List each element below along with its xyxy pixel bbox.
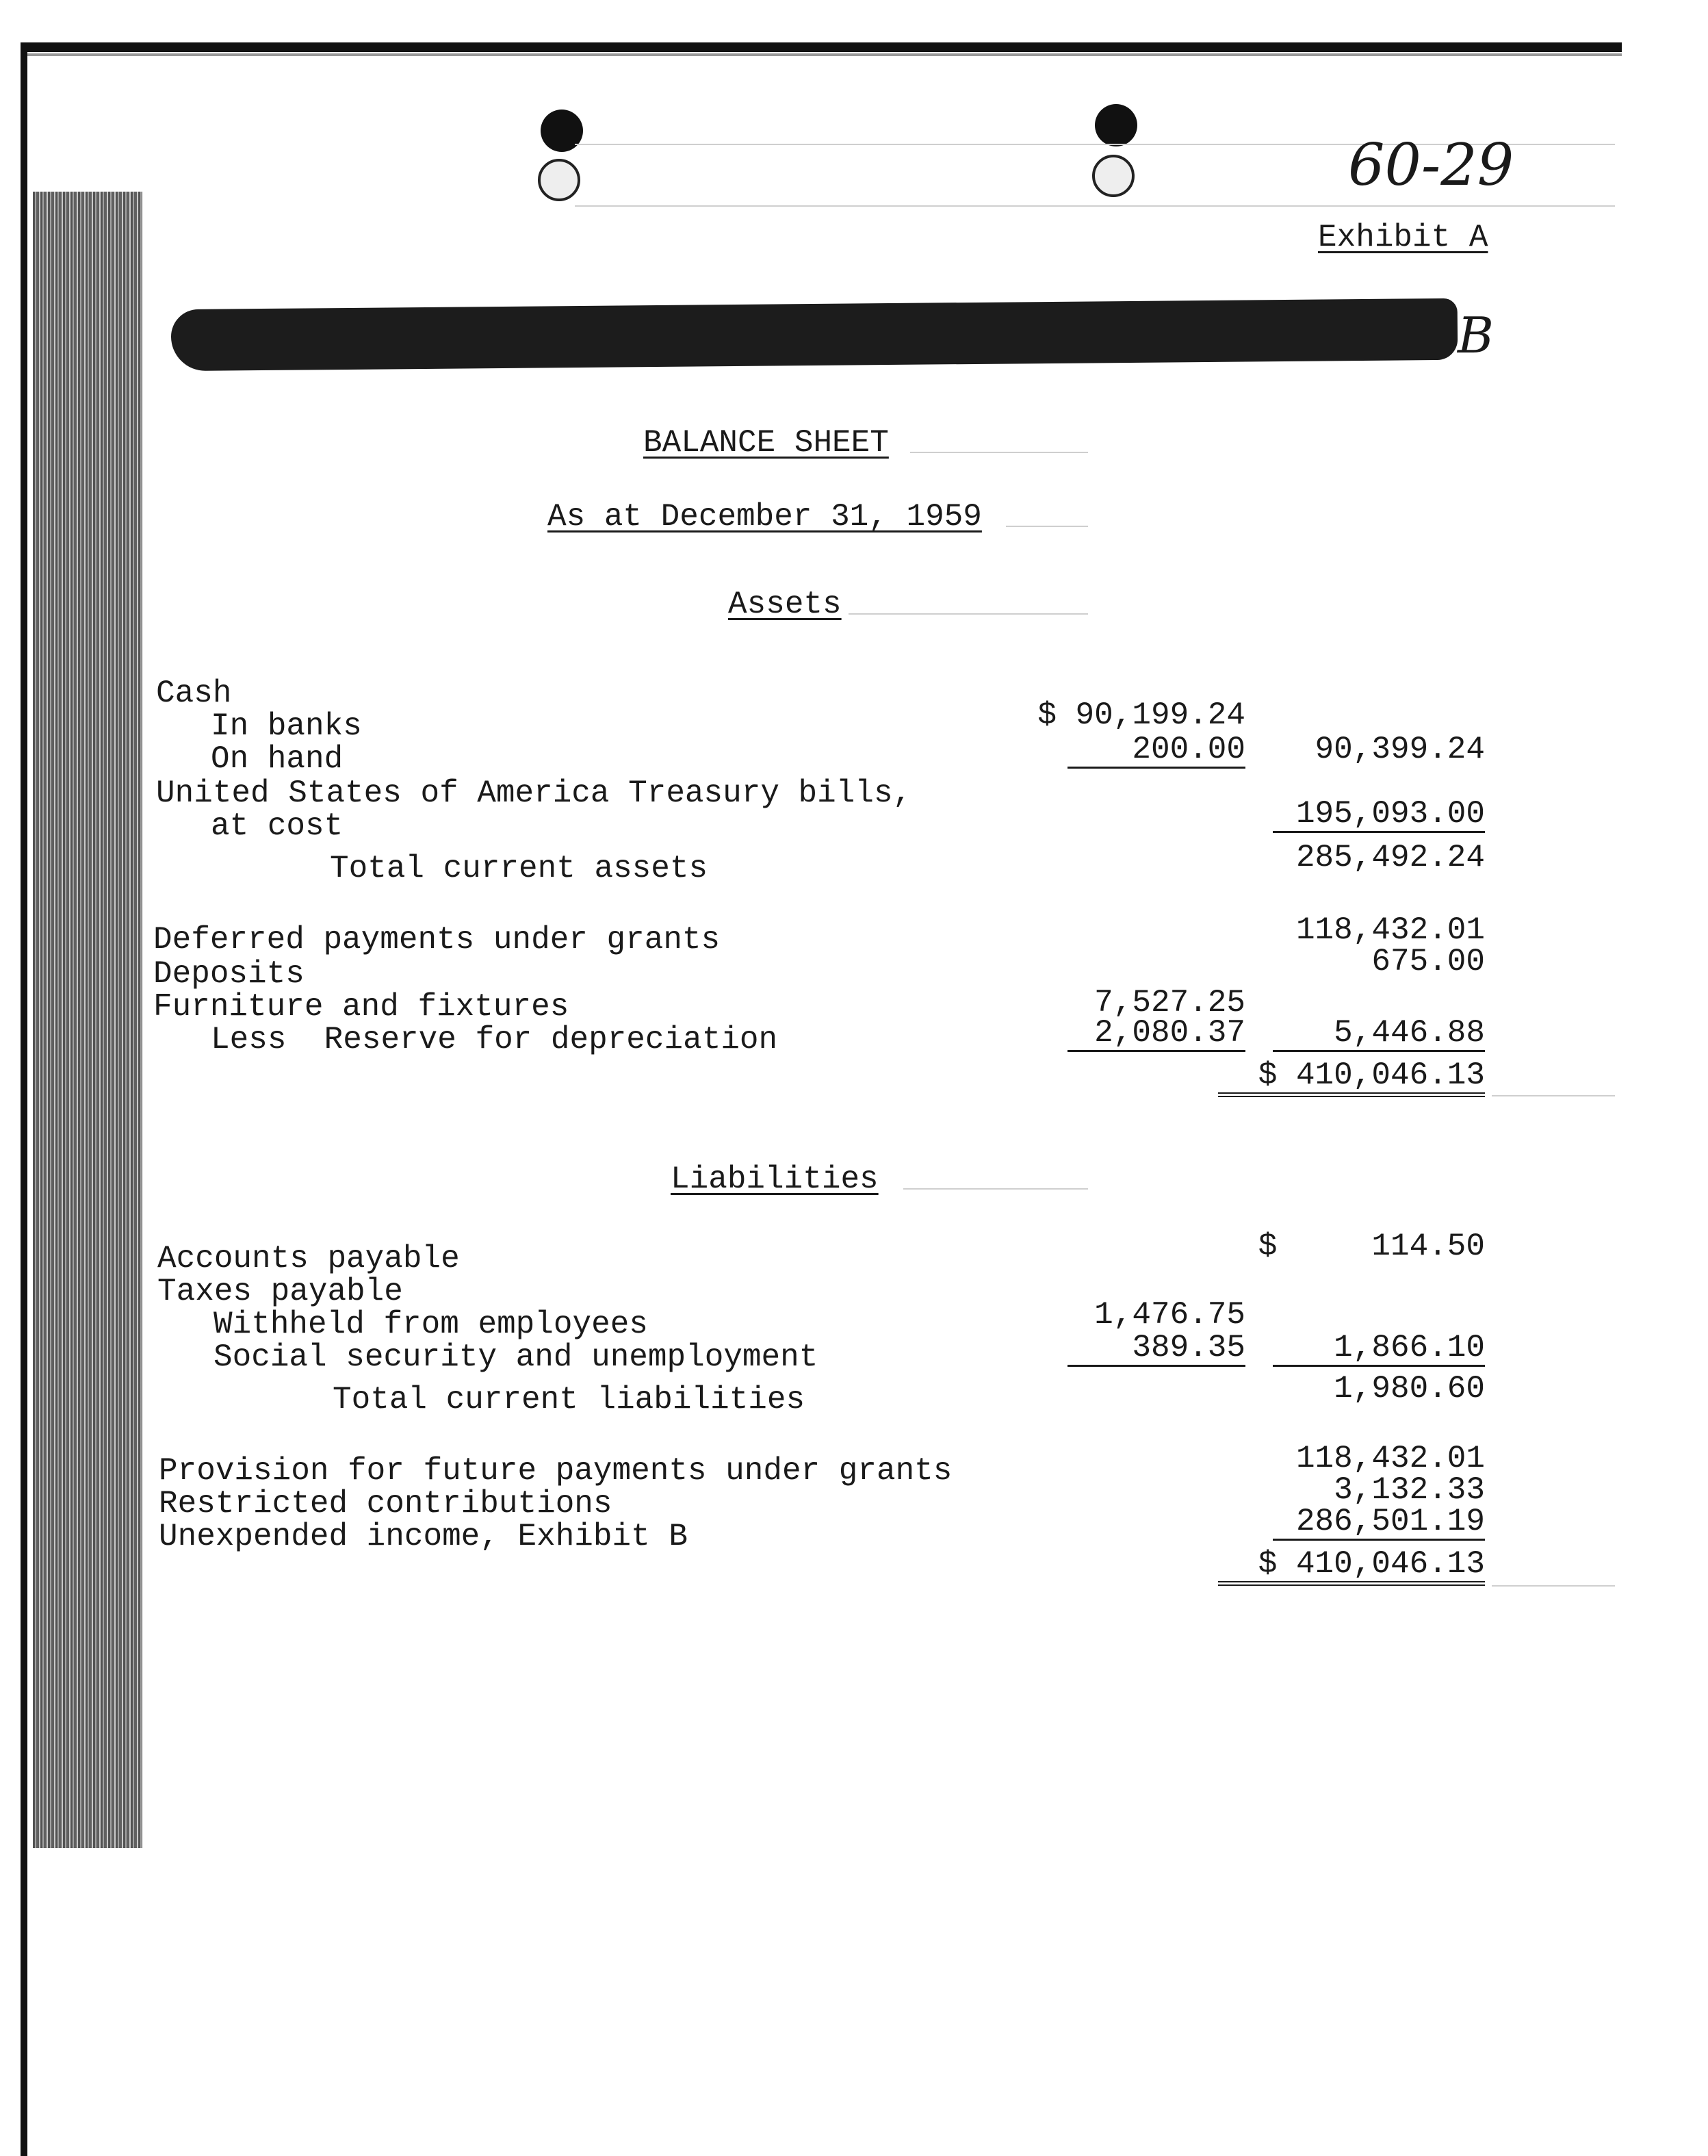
punch-hole-ring	[538, 159, 580, 201]
taxes-payable-label: Taxes payable	[157, 1274, 403, 1309]
guide-line	[849, 613, 1088, 615]
page-date: As at December 31, 1959	[547, 499, 982, 535]
unexpended-amount: 286,501.19	[1273, 1504, 1485, 1541]
redaction-bar	[171, 298, 1458, 371]
handwritten-mark: B	[1458, 307, 1494, 364]
scan-smear	[33, 192, 142, 1848]
total-liabilities: $ 410,046.13	[1218, 1547, 1485, 1586]
furniture-net-amount: 5,446.88	[1273, 1016, 1485, 1052]
in-banks-label: In banks	[211, 708, 362, 744]
liabilities-heading: Liabilities	[671, 1162, 879, 1197]
guide-line	[1006, 526, 1088, 527]
treasury-amount: 195,093.00	[1273, 797, 1485, 833]
social-security-amount: 389.35	[1068, 1331, 1245, 1367]
total-current-assets-label: Total current assets	[330, 851, 708, 886]
guide-line	[903, 1188, 1088, 1190]
total-current-assets-amount: 285,492.24	[1295, 840, 1485, 875]
cash-label: Cash	[156, 676, 232, 711]
provision-label: Provision for future payments under grants	[159, 1453, 953, 1489]
taxes-total-amount: 1,866.10	[1273, 1331, 1485, 1367]
accounts-payable-amount: $ 114.50	[1258, 1229, 1485, 1264]
total-assets: $ 410,046.13	[1218, 1058, 1485, 1097]
on-hand-amount: 200.00	[1068, 732, 1245, 769]
guide-line	[1492, 1585, 1615, 1587]
scan-left-edge	[21, 42, 27, 2156]
accounts-payable-label: Accounts payable	[157, 1241, 460, 1276]
withheld-label: Withheld from employees	[214, 1307, 648, 1342]
deposits-amount: 675.00	[1371, 944, 1485, 979]
treasury-label-cont: at cost	[211, 808, 344, 844]
assets-heading: Assets	[728, 587, 842, 622]
deferred-amount: 118,432.01	[1295, 912, 1485, 948]
restricted-label: Restricted contributions	[159, 1486, 612, 1522]
total-current-liabilities-amount: 1,980.60	[1334, 1371, 1485, 1407]
deferred-label: Deferred payments under grants	[153, 922, 721, 958]
withheld-amount: 1,476.75	[1094, 1297, 1245, 1333]
deposits-label: Deposits	[153, 956, 305, 992]
guide-line	[1492, 1095, 1615, 1096]
in-banks-amount: $ 90,199.24	[1037, 697, 1245, 733]
restricted-amount: 3,132.33	[1334, 1472, 1485, 1508]
scan-top-border-shadow	[21, 53, 1622, 56]
cash-total: 90,399.24	[1315, 732, 1485, 767]
guide-line	[910, 452, 1088, 453]
furniture-amount: 7,527.25	[1094, 985, 1245, 1021]
scan-top-border	[21, 42, 1622, 52]
on-hand-label: On hand	[211, 741, 344, 777]
punch-hole	[1095, 104, 1137, 146]
unexpended-label: Unexpended income, Exhibit B	[159, 1519, 688, 1554]
less-reserve-label: Less Reserve for depreciation	[211, 1022, 778, 1057]
social-security-label: Social security and unemployment	[214, 1339, 818, 1375]
treasury-label: United States of America Treasury bills,	[156, 775, 912, 811]
exhibit-label: Exhibit A	[1318, 220, 1488, 255]
form-line	[575, 205, 1615, 207]
punch-hole-ring	[1092, 155, 1135, 197]
handwritten-ref: 60-29	[1348, 131, 1514, 198]
total-current-liabilities-label: Total current liabilities	[333, 1382, 805, 1417]
page-title: BALANCE SHEET	[643, 425, 889, 461]
furniture-label: Furniture and fixtures	[153, 989, 569, 1025]
provision-amount: 118,432.01	[1295, 1441, 1485, 1476]
punch-hole	[541, 110, 583, 152]
reserve-amount: 2,080.37	[1068, 1016, 1245, 1052]
